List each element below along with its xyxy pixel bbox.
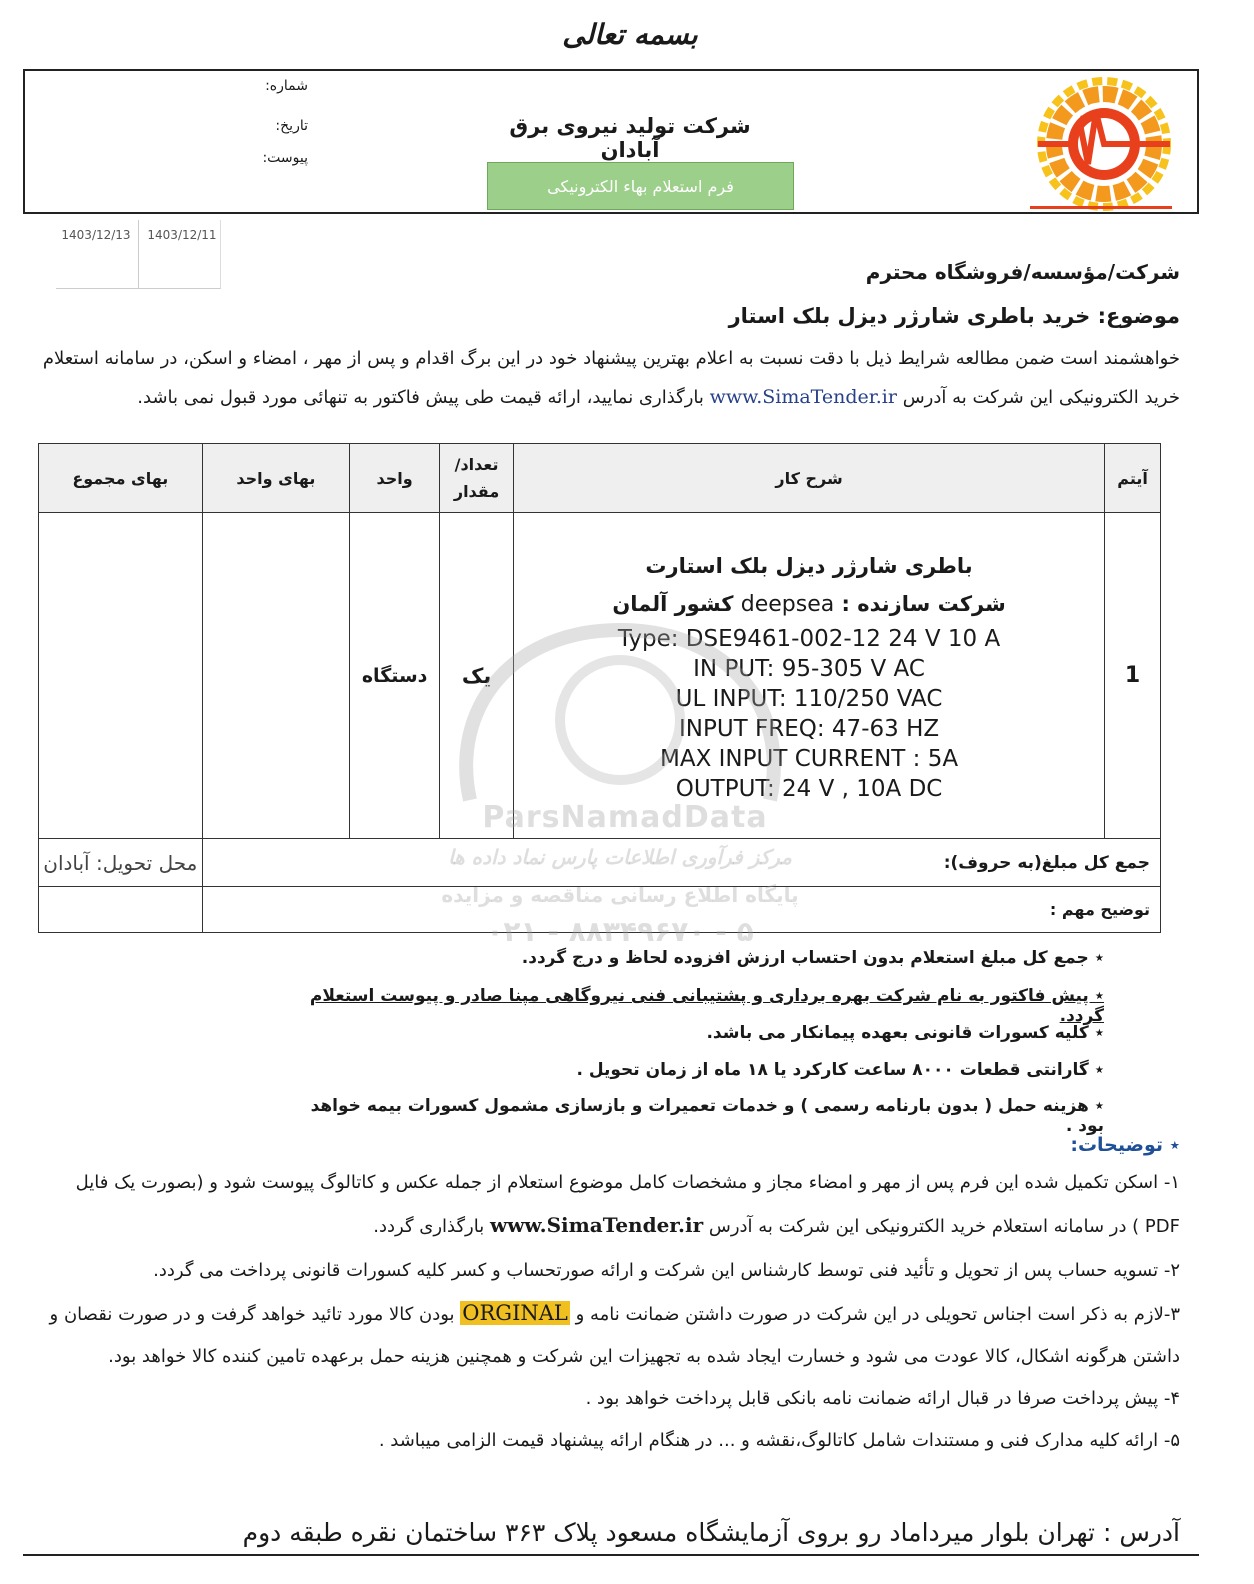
row-unit: دستگاه <box>350 513 440 839</box>
number-label: شماره: <box>265 78 308 94</box>
total-row <box>39 839 1161 887</box>
intro-line-2-start: خرید الکترونیکی این شرکت به آدرس <box>902 387 1180 408</box>
delivery-place: محل تحویل: آبادان <box>39 839 203 887</box>
spec-line: MAX INPUT CURRENT : 5A <box>660 746 959 772</box>
note-1-line-2-start: PDF ) در سامانه استعلام خرید الکترونیکی این شرکت به آدرس <box>708 1216 1180 1237</box>
col-description: شرح کار <box>513 444 1104 513</box>
row-qty: یک <box>440 513 514 839</box>
maker-country: کشور آلمان <box>612 592 734 616</box>
intro-paragraph <box>24 340 1180 417</box>
company-logo-icon <box>1030 72 1172 214</box>
dates-box <box>56 220 221 289</box>
col-item: آیتم <box>1105 444 1161 513</box>
bullet-4: ٭ گارانتی قطعات ۸۰۰۰ ساعت کارکرد یا ۱۸ ماه از زمان تحویل . <box>576 1060 1104 1080</box>
maker-label: شرکت سازنده : <box>841 592 1006 616</box>
notes-label-text: توضیح مهم : <box>1049 900 1150 919</box>
items-table <box>38 443 1161 933</box>
total-label <box>202 839 1160 887</box>
header-left-rule <box>23 69 25 214</box>
company-title: شرکت تولید نیروی برق آبادان <box>509 114 751 162</box>
header-right-rule <box>1197 69 1199 214</box>
col-qty <box>440 444 514 513</box>
row-description <box>513 513 1104 839</box>
intro-line-1: خواهشمند است ضمن مطالعه شرایط ذیل با دقت نسبت به اعلام بهترین پیشنهاد خود در این برگ اقدام و پس از مهر ، امضاء و اسکن، در سامانه استعلام <box>42 348 1180 369</box>
row-total-price[interactable] <box>39 513 203 839</box>
bullet-1: ٭ جمع کل مبلغ استعلام بدون احتساب ارزش افزوده لحاظ و درج گردد. <box>521 948 1104 968</box>
notes-value[interactable] <box>39 887 203 933</box>
total-label-text: جمع کل مبلغ(به حروف): <box>943 852 1150 873</box>
date-start: 1403/12/11 <box>147 228 217 242</box>
basmala: بسمه تعالی <box>562 18 698 51</box>
note-2: ۲- تسویه حساب پس از تحویل و تأئید فنی توسط کارشناس این شرکت و ارائه صورتحساب و کسر کلیه کسورات قانونی پرداخت می گردد. <box>153 1260 1180 1281</box>
col-total-price: بهای مجموع <box>39 444 203 513</box>
dates-divider <box>138 220 139 288</box>
note-1-line-2 <box>24 1204 1180 1248</box>
note-3-start: ۳-لازم به ذکر است اجناس تحویلی در این شرکت در صورت داشتن ضمانت نامه و <box>575 1304 1180 1325</box>
attachment-label: پیوست: <box>262 150 308 166</box>
explanations-heading: ٭ توضیحات: <box>1070 1134 1180 1156</box>
note-3-line-2: داشتن هرگونه اشکال، کالا عودت می شود و خسارت ایجاد شده به تجهیزات این شرکت و همچنین هزینه حمل برعهده تامین کننده کالا خواهد بود. <box>108 1346 1180 1367</box>
note-1-line-2-end: بارگذاری گردد. <box>373 1216 485 1237</box>
maker-name: deepsea <box>740 592 835 617</box>
notes-row <box>39 887 1161 933</box>
spec-line: INPUT FREQ: 47-63 HZ <box>678 716 940 742</box>
watermark-brand: ParsNamadData <box>482 800 768 835</box>
col-qty-line-1: تعداد/ <box>454 455 499 474</box>
explanations-block <box>24 1162 1180 1462</box>
items-table-header <box>39 444 1161 513</box>
bullet-2: ٭ پیش فاکتور به نام شرکت بهره برداری و پشتیبانی فنی نیروگاهی مپنا صادر و پیوست استعلام گردد. <box>309 986 1104 1026</box>
col-qty-line-2: مقدار <box>453 482 500 501</box>
intro-line-2 <box>24 378 1180 417</box>
spec-line: Type: DSE9461-002-12 24 V 10 A <box>617 626 1001 652</box>
intro-line-2-end: بارگذاری نمایید، ارائه قیمت طی پیش فاکتور به تنهائی مورد قبول نمی باشد. <box>137 387 704 408</box>
note-5: ۵- ارائه کلیه مدارک فنی و مستندات شامل کاتالوگ،نقشه و ... در هنگام ارائه پیشنهاد قیمت الزامی میباشد . <box>378 1430 1180 1451</box>
bullet-3: ٭ کلیه کسورات قانونی بعهده پیمانکار می باشد. <box>706 1023 1104 1043</box>
row-maker <box>514 589 1104 620</box>
row-unit-price[interactable] <box>202 513 350 839</box>
form-title-banner: فرم استعلام بهاء الکترونیکی <box>487 162 794 210</box>
note-4: ۴- پیش پرداخت صرفا در قبال ارائه ضمانت نامه بانکی قابل پرداخت خواهد بود . <box>585 1388 1180 1409</box>
watermark-phone: ۰۲۱ - ۸۸۳۴۹۶۷۰ - ۵ <box>486 915 754 948</box>
intro-url-link[interactable]: www.SimaTender.ir <box>709 386 897 408</box>
spec-line: UL INPUT: 110/250 VAC <box>675 686 943 712</box>
header-bottom-rule <box>23 212 1199 214</box>
addressee: شرکت/مؤسسه/فروشگاه محترم <box>865 260 1180 284</box>
note-1-line-1: ۱- اسکن تکمیل شده این فرم پس از مهر و امضاء مجاز و مشخصات کامل موضوع استعلام از جمله عکس و کاتالوگ پیوست شود و (بصورت یک فایل <box>75 1172 1180 1193</box>
watermark-line-2: پایگاه اطلاع رسانی مناقصه و مزایده <box>441 883 799 907</box>
note-3-end: بودن کالا مورد تائید خواهد گرفت و در صورت نقصان و <box>49 1304 455 1325</box>
row-title: باطری شارژر دیزل بلک استارت <box>645 554 973 578</box>
table-row <box>39 513 1161 839</box>
notes-label <box>202 887 1160 933</box>
description-block <box>514 551 1104 804</box>
watermark-line-1: مرکز فرآوری اطلاعات پارس نماد داده ها <box>448 845 792 869</box>
note-3-line-1 <box>24 1292 1180 1336</box>
header-top-rule <box>23 69 1199 71</box>
bullet-5: ٭ هزینه حمل ( بدون بارنامه رسمی ) و خدمات تعمیرات و بازسازی مشمول کسورات بیمه خواهد بود . <box>310 1096 1104 1136</box>
row-item-no: 1 <box>1105 513 1161 839</box>
col-unit-price: بهای واحد <box>202 444 350 513</box>
col-unit: واحد <box>350 444 440 513</box>
original-highlight: ORGINAL <box>462 1301 568 1325</box>
date-end: 1403/12/13 <box>61 228 131 242</box>
subject: موضوع: خرید باطری شارژر دیزل بلک استار <box>728 304 1180 328</box>
footer-address: آدرس : تهران بلوار میرداماد رو بروی آزمایشگاه مسعود پلاک ۳۶۳ ساختمان نقره طبقه دوم <box>242 1518 1180 1547</box>
date-label: تاریخ: <box>275 118 308 134</box>
footer-rule <box>23 1554 1199 1556</box>
note-1-url-link[interactable]: www.SimaTender.ir <box>489 1213 704 1237</box>
spec-line: IN PUT: 95-305 V AC <box>693 656 925 682</box>
spec-line: OUTPUT: 24 V , 10A DC <box>675 776 943 802</box>
